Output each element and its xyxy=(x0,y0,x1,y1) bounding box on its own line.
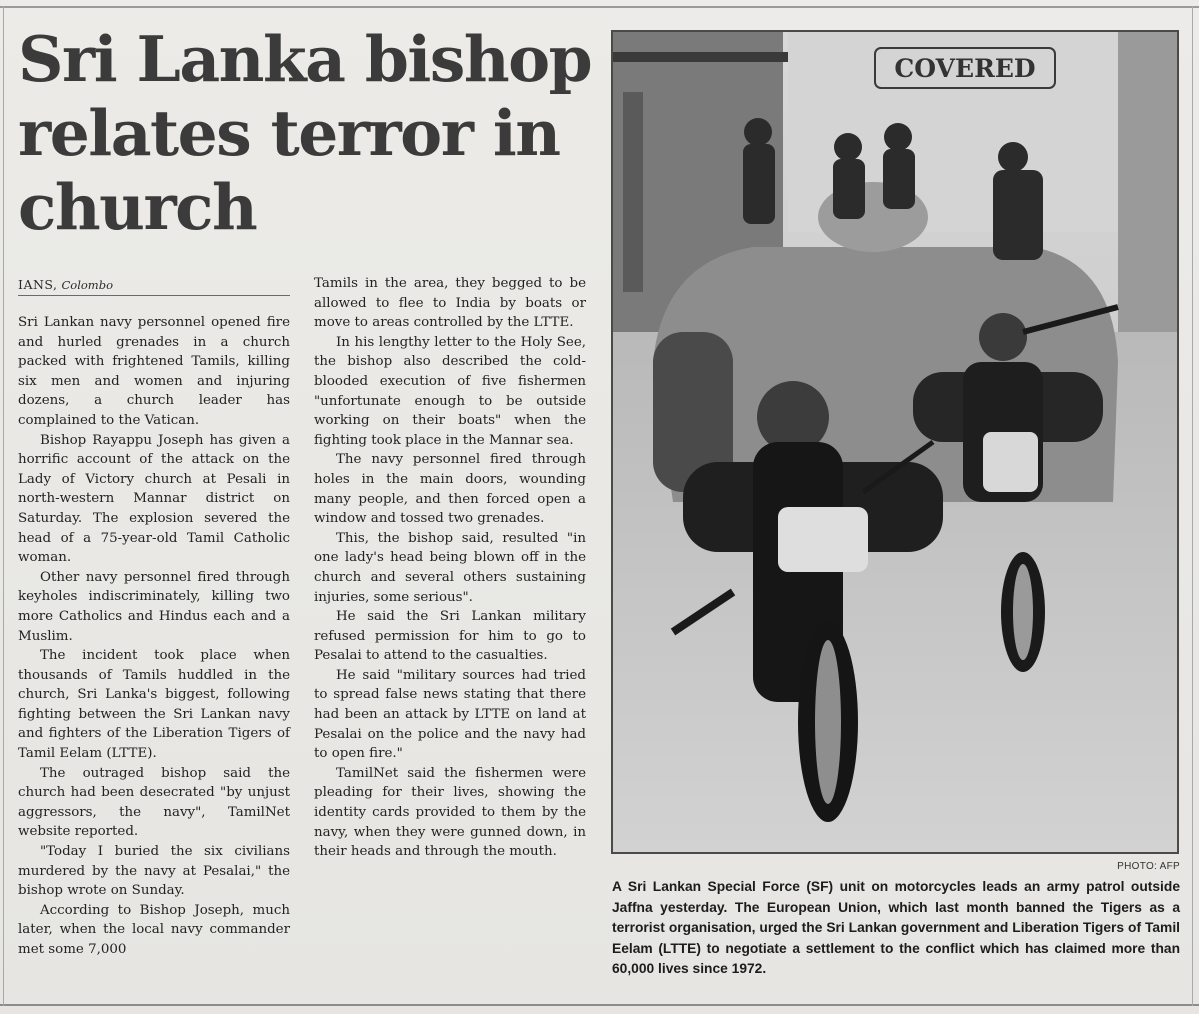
paragraph: He said the Sri Lankan military refused permission for him to go to Pesalai to attend to the casualties. xyxy=(314,609,586,664)
paragraph: Other navy personnel fired through keyholes indiscriminately, killing two more Catholics and Hindus each and a Muslim. xyxy=(18,569,290,644)
byline xyxy=(18,277,290,296)
photo-illustration xyxy=(613,32,1177,852)
paragraph: "Today I buried the six civilians murdered by the navy at Pesalai," the bishop wrote on Sunday. xyxy=(18,844,290,899)
article-column-1 xyxy=(18,313,290,960)
paragraph: The outraged bishop said the church had been desecrated "by unjust aggressors, the navy", TamilNet website reported. xyxy=(18,765,290,840)
paragraph: According to Bishop Joseph, much later, when the local navy commander met some 7,000 xyxy=(18,902,290,957)
byline-agency: IANS, xyxy=(18,277,58,292)
right-rule xyxy=(1192,6,1193,1006)
bottom-rule xyxy=(0,1004,1199,1006)
sign-text: COVERED xyxy=(894,54,1036,83)
top-rule xyxy=(0,6,1199,8)
paragraph: Bishop Rayappu Joseph has given a horrific account of the attack on the Lady of Victory church at Pesali in north-western Mannar district on Saturday. The explosion severed the head of a 75-year-old Tamil Catholic woman. xyxy=(18,432,290,566)
article-column-2 xyxy=(314,274,586,862)
left-rule xyxy=(3,6,4,1006)
paragraph: Sri Lankan navy personnel opened fire and hurled grenades in a church packed with frightened Tamils, killing six men and women and injuring dozens, a church leader has complained to the Vatican. xyxy=(18,315,290,428)
paragraph: Tamils in the area, they begged to be allowed to flee to India by boats or move to areas controlled by the LTTE. xyxy=(314,276,586,331)
byline-place: Colombo xyxy=(61,278,113,292)
paragraph: TamilNet said the fishermen were pleading for their lives, showing the identity cards provided to them by the navy, when they were gunned down, in their heads and through the mouth. xyxy=(314,765,586,860)
roof-beam xyxy=(613,52,788,62)
paragraph: In his lengthy letter to the Holy See, the bishop also described the cold-blooded execution of five fishermen "unfortunate enough to be outside working on their boats" when the fighting took place in the Mannar sea. xyxy=(314,334,586,448)
paragraph: He said "military sources had tried to spread false news stating that there had been an attack by LTTE on land at Pesalai on the police and the navy had to open fire." xyxy=(314,667,586,762)
headline: Sri Lanka bishop relates terror in church xyxy=(18,22,592,244)
paragraph: This, the bishop said, resulted "in one lady's head being blown off in the church and several others sustaining injuries, some serious". xyxy=(314,530,586,605)
paragraph: The incident took place when thousands of Tamils huddled in the church, Sri Lanka's biggest, following fighting between the Sri Lankan navy and fighters of the Liberation Tigers of Tamil Eelam (LTTE). xyxy=(18,648,290,762)
news-photo xyxy=(611,30,1179,854)
photo-credit: PHOTO: AFP xyxy=(1117,861,1180,872)
paragraph: The navy personnel fired through holes in the main doors, wounding many people, and then forced open a window and tossed two grenades. xyxy=(314,452,586,527)
photo-caption: A Sri Lankan Special Force (SF) unit on motorcycles leads an army patrol outside Jaffna yesterday. The European Union, which last month banned the Tigers as a terrorist organisation, urged the Sri Lankan government and Liberation Tigers of Tamil Eelam (LTTE) to negotiate a settlement to the conflict which has claimed more than 60,000 lives since 1972. xyxy=(612,879,1180,977)
building-post xyxy=(623,92,643,292)
